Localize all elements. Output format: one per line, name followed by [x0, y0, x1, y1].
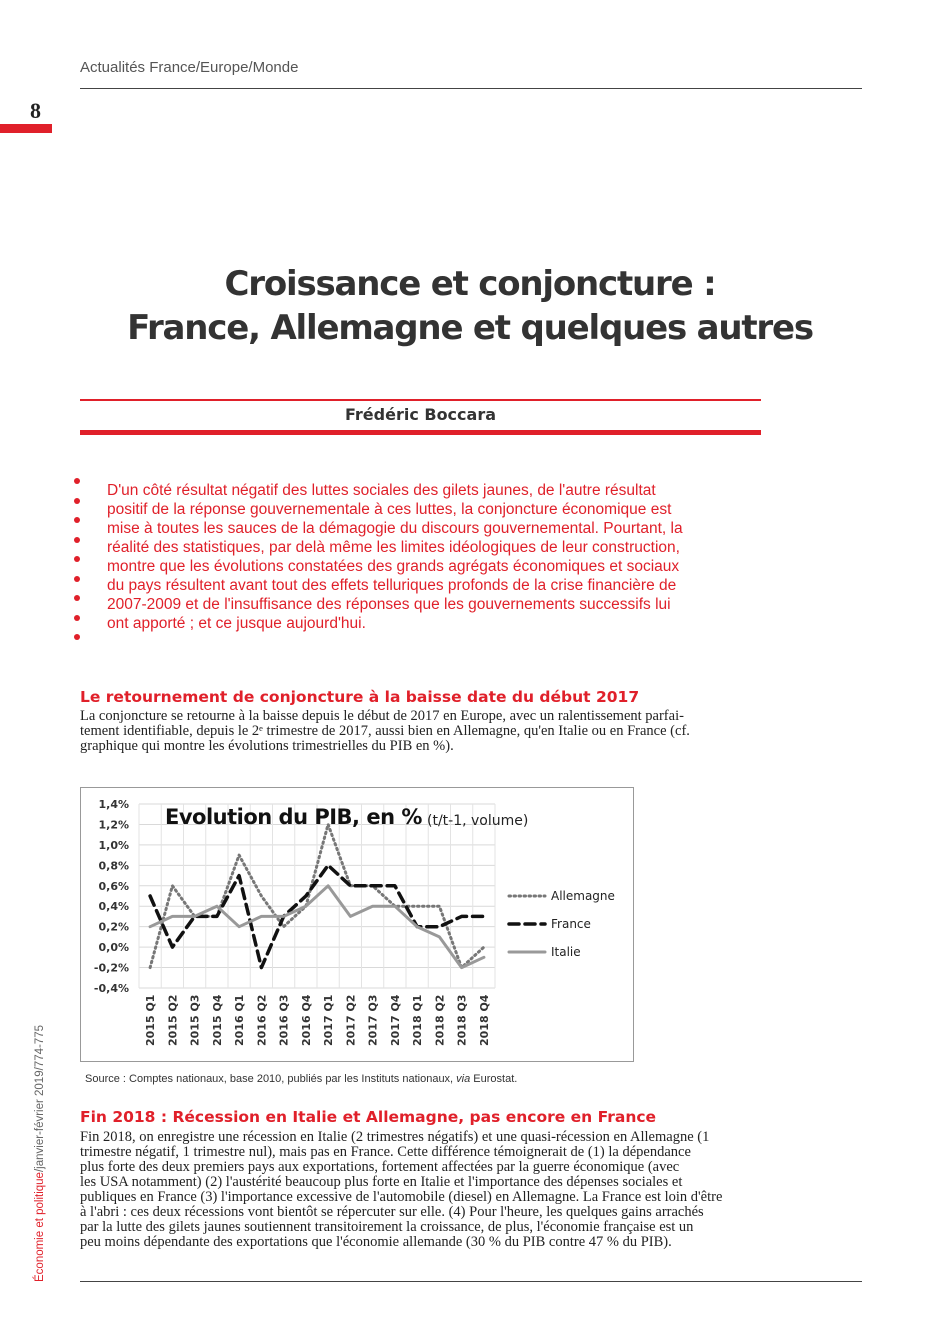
- section-2-heading: Fin 2018 : Récession en Italie et Allemagne, pas encore en France: [80, 1108, 657, 1126]
- y-tick-label: 1,2%: [98, 818, 129, 832]
- bullet-dot: [74, 478, 80, 484]
- y-tick-label: 0,6%: [98, 879, 129, 893]
- body-line: plus forte des deux premiers pays aux exportations, fortement affectées par la guerre économique (avec: [80, 1159, 680, 1175]
- abstract-bullets: [74, 478, 84, 654]
- body-line: graphique qui montre les évolutions trimestrielles du PIB en %).: [80, 738, 454, 754]
- x-tick-label: 2018 Q3: [455, 994, 469, 1046]
- legend-label: Allemagne: [551, 889, 615, 903]
- x-tick-label: 2018 Q4: [477, 994, 491, 1046]
- x-tick-label: 2016 Q2: [255, 994, 269, 1046]
- abstract-line: mise à toutes les sauces de la démagogie du discours gouvernemental. Pourtant, la: [107, 520, 683, 537]
- section-1-heading: Le retournement de conjoncture à la baisse date du début 2017: [80, 688, 640, 706]
- page-number: 8: [30, 98, 41, 123]
- bullet-dot: [74, 576, 80, 582]
- x-tick-label: 2015 Q1: [144, 994, 158, 1046]
- journal-issue: /janvier-février 2019/774-775: [34, 1025, 46, 1173]
- abstract-line: montre que les évolutions constatées des grands agrégats économiques et sociaux: [107, 558, 680, 575]
- article-title: [0, 262, 940, 350]
- body-line: Fin 2018, on enregistre une récession en Italie (2 trimestres négatifs) et une quasi-récession en Allemagne (1: [80, 1129, 710, 1145]
- author-rule-bottom: [80, 430, 761, 435]
- y-tick-label: 0,8%: [98, 859, 129, 873]
- section-1-body: [80, 709, 762, 754]
- abstract: [107, 481, 767, 633]
- x-tick-label: 2017 Q4: [388, 994, 402, 1046]
- title-line-1: Croissance et conjoncture :: [224, 264, 716, 304]
- chart-subtitle: (t/t-1, volume): [427, 813, 529, 829]
- x-tick-label: 2016 Q3: [277, 994, 291, 1046]
- y-tick-label: -0,2%: [93, 961, 129, 975]
- body-line: à l'abri : ces deux récessions vont bientôt se répercuter sur elle. (4) Pour l'heure, les quelques gains arrachés: [80, 1204, 704, 1220]
- body-line: par la lutte des gilets jaunes soutiennent transitoirement la croissance, de plus, l'économie française est un: [80, 1219, 694, 1235]
- journal-name: Économie et politique: [34, 1172, 46, 1282]
- bullet-dot: [74, 595, 80, 601]
- bullet-dot: [74, 537, 80, 543]
- page-marker-bar: [0, 124, 52, 133]
- gdp-chart: [80, 787, 634, 1062]
- bullet-dot: [74, 556, 80, 562]
- gdp-chart-svg: [81, 788, 633, 1061]
- y-tick-label: -0,4%: [93, 982, 129, 995]
- y-tick-label: 1,4%: [98, 798, 129, 811]
- running-header: Actualités France/Europe/Monde: [80, 59, 299, 76]
- bullet-dot: [74, 615, 80, 621]
- bullet-dot: [74, 634, 80, 640]
- body-line: trimestre négatif, 1 trimestre nul), mais pas en France. Cette différence témoignerait de (1) la dépendance: [80, 1144, 691, 1160]
- body-line: peu moins dépendante des exportations que l'économie allemande (30 % du PIB contre 47 % du PIB).: [80, 1234, 672, 1250]
- abstract-line: réalité des statistiques, par delà même les limites idéologiques de leur construction,: [107, 539, 680, 556]
- x-tick-label: 2015 Q2: [166, 994, 180, 1046]
- body-line: tement identifiable, depuis le 2ᵉ trimestre de 2017, aussi bien en Allemagne, qu'en Italie ou en France (cf.: [80, 723, 690, 739]
- body-line: La conjoncture se retourne à la baisse depuis le début de 2017 en Europe, avec un ralentissement parfai-: [80, 708, 684, 724]
- y-tick-label: 0,4%: [98, 900, 129, 914]
- abstract-line: positif de la réponse gouvernementale à ces luttes, la conjoncture économique est: [107, 501, 672, 518]
- x-tick-label: 2018 Q1: [411, 994, 425, 1046]
- bullet-dot: [74, 517, 80, 523]
- journal-sidebar: [34, 1025, 46, 1282]
- section-2-body: [80, 1130, 762, 1250]
- title-line-2: France, Allemagne et quelques autres: [127, 308, 813, 348]
- abstract-line: ont apporté ; et ce jusque aujourd'hui.: [107, 615, 366, 632]
- x-tick-label: 2017 Q3: [366, 994, 380, 1046]
- chart-title: Evolution du PIB, en %: [165, 805, 422, 829]
- legend-label: Italie: [551, 945, 581, 959]
- author-rule-top: [80, 399, 761, 401]
- x-tick-label: 2016 Q4: [299, 994, 313, 1046]
- y-tick-label: 0,2%: [98, 920, 129, 934]
- x-tick-label: 2017 Q1: [322, 994, 336, 1046]
- bullet-dot: [74, 498, 80, 504]
- legend-label: France: [551, 917, 591, 931]
- body-line: publiques en France (3) l'importance excessive de l'automobile (diesel) en Allemagne. La France est loin d'être: [80, 1189, 723, 1205]
- header-rule: [80, 88, 862, 89]
- x-tick-label: 2017 Q2: [344, 994, 358, 1046]
- abstract-line: D'un côté résultat négatif des luttes sociales des gilets jaunes, de l'autre résultat: [107, 482, 656, 499]
- footer-rule: [80, 1281, 862, 1282]
- abstract-line: 2007-2009 et de l'insuffisance des réponses que les gouvernements successifs lui: [107, 596, 671, 613]
- y-tick-label: 0,0%: [98, 941, 129, 955]
- chart-source: Source : Comptes nationaux, base 2010, publiés par les Instituts nationaux, via Eurostat.: [85, 1073, 518, 1085]
- x-tick-label: 2016 Q1: [233, 994, 247, 1046]
- abstract-line: du pays résultent avant tout des effets telluriques profonds de la crise financière de: [107, 577, 677, 594]
- body-line: les USA notamment) (2) l'austérité beaucoup plus forte en Italie et l'importance des dépenses sociales et: [80, 1174, 683, 1190]
- x-tick-label: 2015 Q3: [188, 994, 202, 1046]
- y-tick-label: 1,0%: [98, 838, 129, 852]
- x-tick-label: 2018 Q2: [433, 994, 447, 1046]
- x-tick-label: 2015 Q4: [210, 994, 224, 1046]
- author: Frédéric Boccara: [344, 405, 497, 424]
